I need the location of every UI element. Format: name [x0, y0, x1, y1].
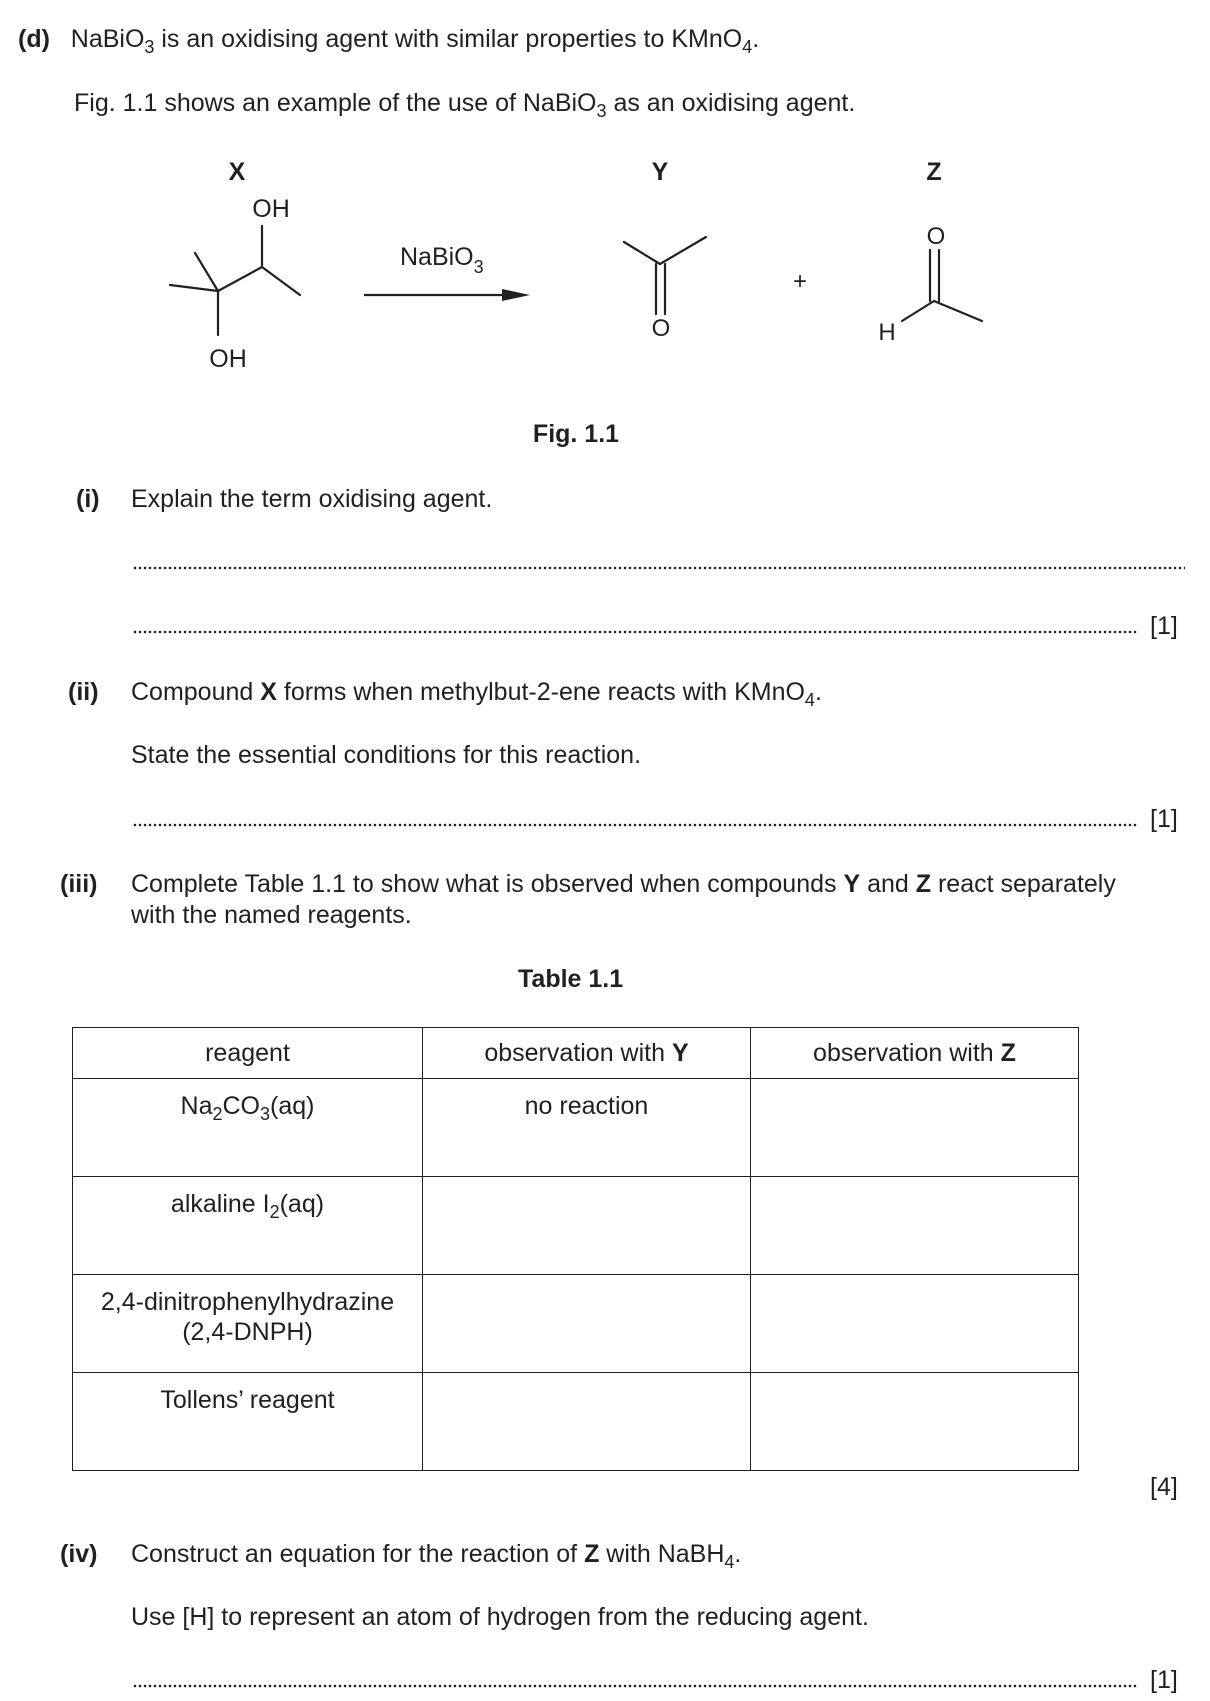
label-x: X — [228, 158, 246, 186]
mark-iv: [1] — [1150, 1666, 1178, 1694]
question-iv-text-b: with NaBH — [599, 1540, 725, 1568]
intro-text-b: is an oxidising agent with similar properties to KMnO — [154, 25, 743, 53]
reagent-dnph — [73, 1275, 423, 1373]
label-y: Y — [651, 158, 669, 186]
table-caption-text: Table 1.1 — [518, 965, 624, 993]
answer-line-i-1[interactable] — [133, 566, 1185, 570]
question-ii-label-wrap — [68, 677, 99, 707]
intro-sub-1: 3 — [144, 37, 155, 57]
question-iv-compound: Z — [584, 1540, 600, 1568]
row1-text-c: (aq) — [270, 1092, 315, 1120]
row1-text-b: CO — [222, 1092, 260, 1120]
row1-sub-2: 3 — [260, 1104, 271, 1124]
arrow-reagent-text: NaBiO — [400, 243, 474, 271]
header-observation-z — [751, 1028, 1079, 1079]
fig-intro-text-a: Fig. 1.1 shows an example of the use of NaBiO — [74, 89, 597, 117]
hydroxyl-bottom: OH — [209, 345, 247, 373]
row4-observation-y[interactable] — [423, 1373, 751, 1471]
header-observation-y — [423, 1028, 751, 1079]
header-y-bold: Y — [671, 1039, 689, 1067]
intro-text-a: NaBiO — [70, 25, 145, 53]
header-y-text: observation with — [484, 1039, 672, 1067]
question-ii-instruction: State the essential conditions for this reaction. — [131, 741, 642, 769]
table-row — [73, 1079, 1079, 1177]
question-iv-text — [131, 1539, 742, 1572]
row3-line-2: (2,4-DNPH) — [182, 1318, 313, 1346]
table-row — [73, 1275, 1079, 1373]
mark-ii: [1] — [1150, 805, 1178, 833]
row1-sub-1: 2 — [212, 1104, 223, 1124]
question-iii-label: (iii) — [60, 870, 98, 898]
question-iii-text-a: Complete Table 1.1 to show what is observed when compounds — [131, 870, 844, 898]
observation-table — [72, 1027, 1079, 1471]
question-iv-instruction: Use [H] to represent an atom of hydrogen from the reducing agent. — [131, 1603, 869, 1631]
answer-line-ii[interactable] — [133, 823, 1138, 827]
header-reagent: reagent — [73, 1028, 423, 1079]
fig-intro-sub: 3 — [596, 101, 607, 121]
row1-observation-y: no reaction — [423, 1079, 751, 1177]
row2-text-a: alkaline I — [170, 1190, 270, 1218]
question-iii-text — [131, 869, 1116, 899]
table-row — [73, 1177, 1079, 1275]
label-z: Z — [926, 158, 942, 186]
question-ii-sub: 4 — [804, 690, 815, 710]
reagent-alkaline-iodine — [73, 1177, 423, 1275]
header-z-bold: Z — [1000, 1039, 1016, 1067]
table-header-row — [73, 1028, 1079, 1079]
row4-observation-z[interactable] — [751, 1373, 1079, 1471]
question-i-text: Explain the term oxidising agent. — [131, 485, 493, 513]
question-iii-text-line2: with the named reagents. — [131, 901, 412, 929]
question-ii-text — [131, 677, 822, 710]
reaction-scheme — [0, 140, 1210, 460]
compound-y-structure — [624, 237, 706, 314]
header-z-text: observation with — [813, 1039, 1001, 1067]
question-iv-sub: 4 — [724, 1552, 735, 1572]
question-iii-z: Z — [915, 870, 932, 898]
plus-sign: + — [792, 268, 808, 295]
row1-observation-z[interactable] — [751, 1079, 1079, 1177]
oxygen-y: O — [651, 315, 671, 342]
question-i — [76, 484, 100, 514]
question-iv-label: (iv) — [60, 1540, 98, 1568]
compound-x-structure — [170, 226, 300, 335]
answer-line-i-2[interactable] — [133, 630, 1138, 634]
compound-z-structure — [902, 250, 982, 321]
answer-line-iv[interactable] — [133, 1684, 1138, 1688]
question-ii-text-a: Compound — [131, 678, 261, 706]
hydrogen-z: H — [878, 319, 896, 346]
question-ii-text-b: forms when methylbut-2-ene reacts with KMnO — [276, 678, 805, 706]
row2-sub: 2 — [269, 1202, 280, 1222]
mark-iii: [4] — [1150, 1473, 1178, 1501]
reaction-arrow-head — [502, 289, 530, 301]
reagent-sodium-carbonate — [73, 1079, 423, 1177]
question-iii-label-wrap — [60, 869, 98, 899]
intro-sub-2: 4 — [742, 37, 753, 57]
question-ii-compound: X — [260, 678, 277, 706]
table-caption — [518, 964, 623, 994]
table-row — [73, 1373, 1079, 1471]
arrow-reagent-sub: 3 — [473, 257, 484, 277]
figure-intro — [74, 88, 856, 121]
row3-line-1: 2,4-dinitrophenylhydrazine — [100, 1288, 395, 1316]
question-iv-text-a: Construct an equation for the reaction of — [131, 1540, 585, 1568]
question-iv-label-wrap — [60, 1539, 98, 1569]
question-iv-text-c: . — [734, 1540, 742, 1568]
question-ii-label: (ii) — [68, 678, 99, 706]
question-iii-text-b: react separately — [931, 870, 1116, 898]
arrow-reagent — [400, 243, 484, 277]
fig-intro-text-b: as an oxidising agent. — [606, 89, 856, 117]
row3-observation-y[interactable] — [423, 1275, 751, 1373]
question-iii-y: Y — [843, 870, 861, 898]
row2-text-b: (aq) — [279, 1190, 325, 1218]
row1-text-a: Na — [180, 1092, 213, 1120]
question-ii-text-c: . — [814, 678, 822, 706]
row2-observation-y[interactable] — [423, 1177, 751, 1275]
hydroxyl-top: OH — [252, 195, 290, 223]
oxygen-z: O — [926, 223, 946, 250]
row3-observation-z[interactable] — [751, 1275, 1079, 1373]
question-i-label: (i) — [76, 485, 100, 513]
reagent-tollens: Tollens’ reagent — [73, 1373, 423, 1471]
figure-caption: Fig. 1.1 — [532, 420, 620, 448]
row2-observation-z[interactable] — [751, 1177, 1079, 1275]
part-d-intro — [18, 24, 760, 57]
question-iii-and: and — [860, 870, 916, 898]
mark-i: [1] — [1150, 612, 1178, 640]
part-d-label: (d) — [18, 25, 50, 53]
intro-text-c: . — [752, 25, 760, 53]
